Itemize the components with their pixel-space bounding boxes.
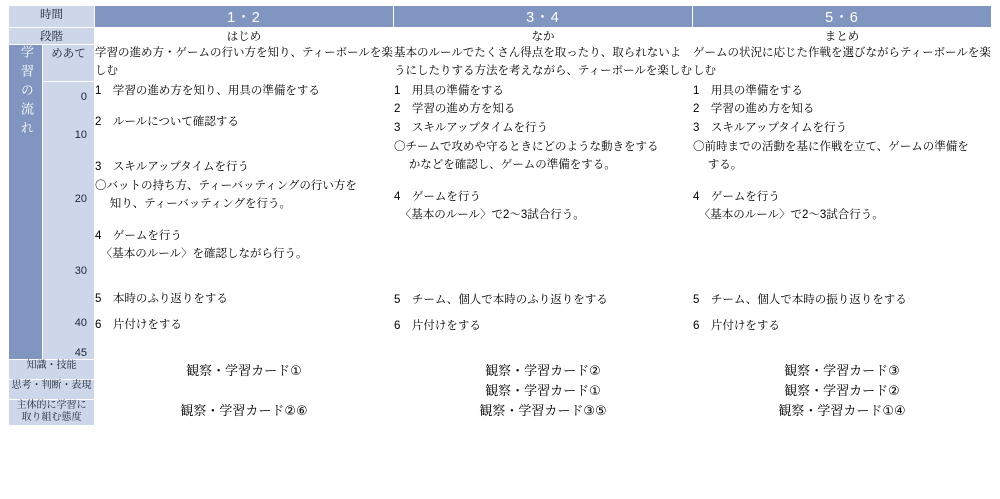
flow-line: 5 チーム、個人で本時のふり返りをする (394, 294, 608, 306)
table-row-flow (9, 81, 992, 359)
flow-line: 2 ルールについて確認する (95, 116, 239, 129)
row-label-attitude (9, 399, 95, 425)
flow-line: かなどを確認し、ゲームの準備をする。 (394, 159, 616, 172)
flow-line: する。 (693, 159, 743, 172)
row-label-attitude-line1: 主体的に学習に (16, 399, 87, 411)
stage-value-2: なか (394, 28, 693, 45)
knowledge-value-3: 観察・学習カード③ (693, 359, 992, 379)
period-header-1: 1・2 (95, 6, 394, 28)
period-header-2: 3・4 (394, 6, 693, 28)
thinking-value-2: 観察・学習カード① (394, 379, 693, 399)
table-row-periods (9, 6, 992, 28)
flow-line: 6 片付けをする (693, 319, 780, 332)
time-tick-30: 30 (74, 264, 87, 277)
time-tick-0: 0 (80, 90, 87, 103)
flow-column-1 (95, 81, 394, 359)
aim-text-3: ゲームの状況に応じた作戦を選びながらティーボールを楽しむ (693, 45, 992, 82)
knowledge-value-1: 観察・学習カード① (95, 359, 394, 379)
flow-column-2 (394, 81, 693, 359)
time-scale-column (43, 81, 95, 359)
row-label-attitude-line2: 取り組む態度 (21, 412, 82, 424)
table-row-thinking (9, 379, 992, 399)
time-tick-40: 40 (74, 316, 87, 329)
flow-line: 3 スキルアップタイムを行う (693, 121, 847, 134)
flow-line: 〇前時までの活動を基に作戦を立て、ゲームの準備を (693, 140, 969, 153)
flow-line: 3 スキルアップタイムを行う (394, 121, 548, 134)
row-label-knowledge: 知識・技能 (9, 359, 95, 379)
flow-line: 5 チーム、個人で本時の振り返りをする (693, 294, 907, 306)
row-label-stage: 段階 (9, 28, 95, 45)
knowledge-value-2: 観察・学習カード② (394, 359, 693, 379)
lesson-plan-table (8, 5, 992, 426)
flow-line: 1 用具の準備をする (394, 84, 504, 97)
time-tick-10: 10 (74, 128, 87, 141)
flow-line: 1 学習の進め方を知り、用具の準備をする (95, 84, 320, 97)
flow-line: 〈基本のルール〉で2～3試合行う。 (693, 209, 884, 222)
row-label-thinking: 思考・判断・表現 (9, 379, 95, 399)
stage-value-3: まとめ (693, 28, 992, 45)
flow-line: 〈基本のルール〉で2～3試合行う。 (394, 209, 585, 222)
flow-column-3 (693, 81, 992, 359)
flow-line: 知り、ティーバッティングを行う。 (95, 198, 292, 211)
flow-line: 4 ゲームを行う (394, 190, 481, 203)
thinking-value-1 (95, 379, 394, 399)
flow-line: 6 片付けをする (95, 318, 182, 331)
row-label-flow-vertical: 学習の流れ (9, 45, 43, 360)
attitude-value-2: 観察・学習カード③⑤ (394, 399, 693, 425)
table-row-stage (9, 28, 992, 45)
period-header-3: 5・6 (693, 6, 992, 28)
attitude-value-1: 観察・学習カード②⑥ (95, 399, 394, 425)
time-tick-45: 45 (74, 346, 87, 359)
flow-line: 2 学習の進め方を知る (394, 103, 516, 116)
flow-line: 1 用具の準備をする (693, 84, 803, 97)
flow-line: 3 スキルアップタイムを行う (95, 160, 249, 173)
row-label-aim: めあて (43, 45, 95, 82)
flow-line: 2 学習の進め方を知る (693, 103, 815, 116)
flow-line: 〇バットの持ち方、ティーバッティングの行い方を (95, 179, 357, 192)
thinking-value-3: 観察・学習カード② (693, 379, 992, 399)
flow-line: 4 ゲームを行う (95, 229, 182, 242)
row-label-time: 時間 (9, 6, 95, 28)
table-row-attitude (9, 399, 992, 425)
time-tick-20: 20 (74, 192, 87, 205)
aim-text-2: 基本のルールでたくさん得点を取ったり、取られないようにしたりする方法を考えながら、ティーボールを楽しむ (394, 45, 693, 82)
flow-line: 4 ゲームを行う (693, 190, 780, 203)
stage-value-1: はじめ (95, 28, 394, 45)
table-row-knowledge (9, 359, 992, 379)
flow-line: 6 片付けをする (394, 319, 481, 332)
flow-line: 〈基本のルール〉を確認しながら行う。 (95, 248, 308, 261)
flow-line: 5 本時のふり返りをする (95, 293, 228, 305)
attitude-value-3: 観察・学習カード①④ (693, 399, 992, 425)
flow-line: 〇チームで攻めや守るときにどのような動きをする (394, 140, 659, 153)
aim-text-1: 学習の進め方・ゲームの行い方を知り、ティーボールを楽しむ (95, 45, 394, 82)
table-row-aim (9, 45, 992, 82)
